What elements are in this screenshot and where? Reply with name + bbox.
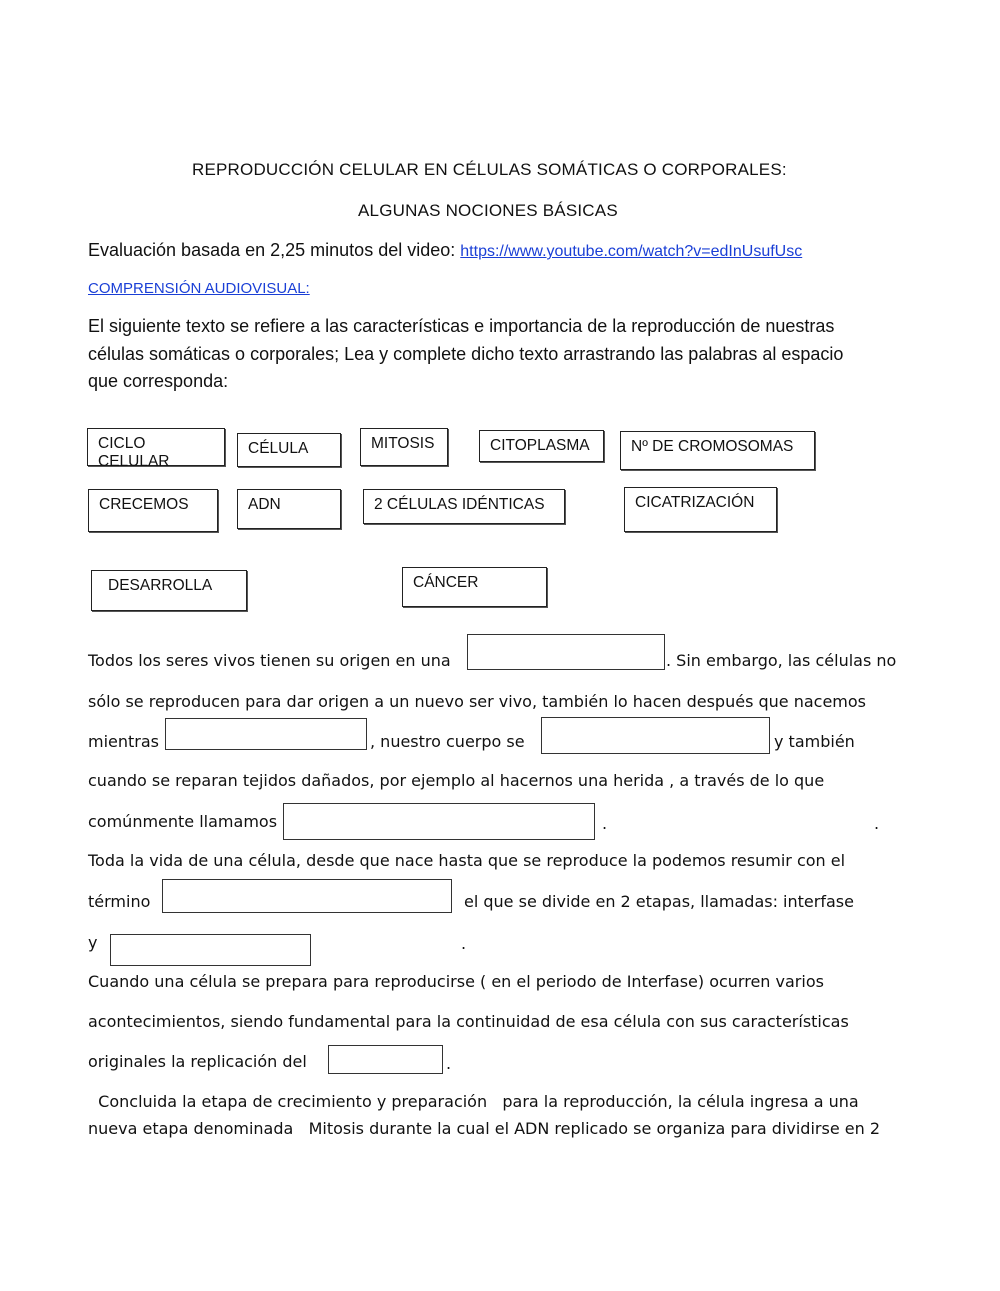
text-line-5b: . (602, 814, 608, 833)
text-line-10: acontecimientos, siendo fundamental para la continuidad de esa célula con sus características (88, 1012, 849, 1031)
text-line-6: Toda la vida de una célula, desde que nace hasta que se reproduce la podemos resumir con el (88, 851, 846, 870)
drop-blank-1[interactable] (467, 634, 665, 670)
word-crecemos[interactable]: CRECEMOS (88, 489, 218, 532)
text-line-1a: Todos los seres vivos tienen su origen en una (88, 651, 451, 670)
text-line-5c: . (874, 814, 880, 833)
drop-blank-3[interactable] (541, 717, 770, 754)
word-ciclo-celular[interactable]: CICLO CELULAR (87, 428, 225, 466)
page-title: REPRODUCCIÓN CELULAR EN CÉLULAS SOMÁTICAS O CORPORALES: (192, 160, 787, 179)
text-line-1b: . Sin embargo, las células no (666, 651, 897, 670)
text-line-2: sólo se reproducen para dar origen a un nuevo ser vivo, también lo hacen después que nacemos (88, 692, 867, 711)
word-citoplasma[interactable]: CITOPLASMA (479, 430, 604, 462)
text-line-13: nueva etapa denominada Mitosis durante la cual el ADN replicado se organiza para dividirse en 2 (88, 1119, 880, 1138)
text-line-7a: término (88, 892, 151, 911)
text-line-8b: . (461, 934, 467, 953)
page-subtitle: ALGUNAS NOCIONES BÁSICAS (358, 201, 618, 220)
evaluation-text (88, 240, 802, 261)
intro-line-1: El siguiente texto se refiere a las características e importancia de la reproducción de nuestras (88, 316, 835, 336)
text-line-3c: y también (774, 732, 855, 751)
word-desarrolla[interactable]: DESARROLLA (91, 570, 247, 611)
text-line-12: Concluida la etapa de crecimiento y preparación para la reproducción, la célula ingresa a una (88, 1092, 859, 1111)
text-line-5a: comúnmente llamamos (88, 812, 278, 831)
drop-blank-7[interactable] (328, 1045, 443, 1074)
word-celula[interactable]: CÉLULA (237, 433, 341, 467)
text-line-3a: mientras (88, 732, 160, 751)
text-line-11b: . (446, 1054, 452, 1073)
word-celulas-identicas[interactable]: 2 CÉLULAS IDÉNTICAS (363, 489, 565, 524)
text-line-11a: originales la replicación del (88, 1052, 307, 1071)
text-line-4: cuando se reparan tejidos dañados, por ejemplo al hacernos una herida , a través de lo que (88, 771, 825, 790)
text-line-8a: y (88, 933, 98, 952)
drop-blank-2[interactable] (165, 718, 367, 750)
text-line-3b: , nuestro cuerpo se (370, 732, 525, 751)
evaluation-label: Evaluación basada en 2,25 minutos del video: (88, 240, 456, 260)
word-adn[interactable]: ADN (237, 489, 341, 529)
drop-blank-6[interactable] (110, 934, 311, 966)
word-mitosis[interactable]: MITOSIS (360, 428, 448, 466)
word-cicatrizacion[interactable]: CICATRIZACIÓN (624, 487, 777, 532)
drop-blank-4[interactable] (283, 803, 595, 840)
drop-blank-5[interactable] (162, 879, 452, 913)
text-line-9: Cuando una célula se prepara para reproducirse ( en el periodo de Interfase) ocurren varios (88, 972, 824, 991)
intro-line-3: que corresponda: (88, 371, 229, 391)
word-cancer[interactable]: CÁNCER (402, 567, 547, 607)
intro-line-2: células somáticas o corporales; Lea y complete dicho texto arrastrando las palabras al espacio (88, 344, 844, 364)
word-cromosomas[interactable]: Nº DE CROMOSOMAS (620, 431, 815, 470)
section-link[interactable]: COMPRENSIÓN AUDIOVISUAL: (88, 280, 310, 297)
text-line-7b: el que se divide en 2 etapas, llamadas: interfase (464, 892, 854, 911)
video-link[interactable]: https://www.youtube.com/watch?v=edInUsufUsc (460, 243, 803, 260)
